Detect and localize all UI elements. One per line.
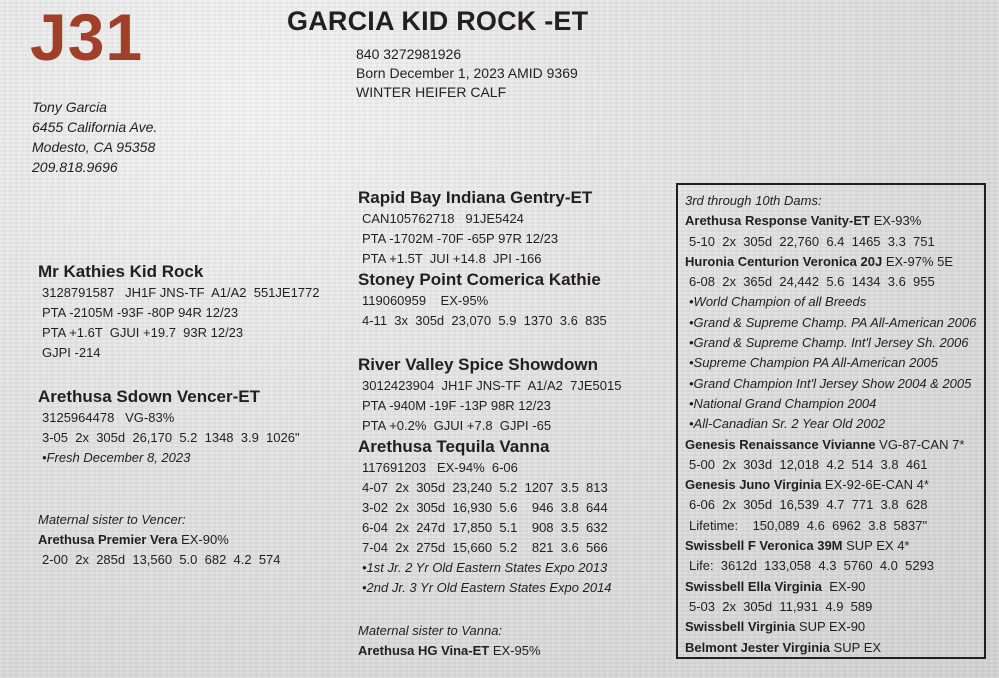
owner-street: 6455 California Ave.	[32, 119, 158, 135]
owner-name: Tony Garcia	[32, 99, 107, 115]
maternal-grandsire-name: River Valley Spice Showdown	[358, 355, 598, 374]
maternal-granddam-block	[358, 436, 612, 598]
dam-line: 3-05 2x 305d 26,170 5.2 1348 3.9 1026"	[42, 430, 300, 445]
maternal-granddam-line: 3-02 2x 305d 16,930 5.6 946 3.8 644	[362, 500, 608, 515]
paternal-grandsire-line: PTA -1702M -70F -65P 97R 12/23	[362, 231, 559, 246]
dam-ancestor-name: Belmont Jester Virginia	[685, 639, 830, 655]
maternal-granddam-name: Arethusa Tequila Vanna	[358, 437, 550, 456]
class-label: WINTER HEIFER CALF	[356, 84, 507, 100]
dam-ancestor	[685, 475, 984, 495]
dam-record-line: 6-06 2x 305d 16,539 4.7 771 3.8 628	[689, 497, 928, 513]
registration-info	[356, 45, 578, 102]
dams-box	[676, 183, 986, 659]
dam-ancestor	[685, 252, 984, 272]
sire-line: PTA -2105M -93F -80P 94R 12/23	[42, 305, 239, 320]
dam-record-line: 5-10 2x 305d 22,760 6.4 1465 3.3 751	[689, 233, 935, 249]
sister-name: Arethusa HG Vina-ET	[358, 643, 490, 658]
sister-label: Maternal sister to Vanna:	[358, 623, 503, 638]
maternal-granddam-line: 4-07 2x 305d 23,240 5.2 1207 3.5 813	[362, 480, 608, 495]
owner-city: Modesto, CA 95358	[32, 139, 156, 155]
dam-record-line: 6-08 2x 365d 24,442 5.6 1434 3.6 955	[689, 274, 935, 290]
maternal-granddam-note: •1st Jr. 2 Yr Old Eastern States Expo 2013	[362, 560, 608, 575]
dam-record-line: 5-00 2x 303d 12,018 4.2 514 3.8 461	[689, 456, 928, 472]
dam-record-line: Lifetime: 150,089 4.6 6962 3.8 5837"	[689, 517, 928, 533]
dam-note: •Fresh December 8, 2023	[42, 450, 191, 465]
dams-list	[685, 211, 984, 658]
dam-note: •Grand & Supreme Champ. Int'l Jersey Sh. 2006	[689, 335, 969, 351]
paternal-grandsire-line: PTA +1.5T JUI +14.8 JPI -166	[362, 251, 542, 266]
paternal-grandsire-name: Rapid Bay Indiana Gentry-ET	[358, 188, 593, 207]
paternal-grandsire-block	[358, 187, 592, 269]
sire-name: Mr Kathies Kid Rock	[38, 262, 204, 281]
maternal-granddam-line: 117691203 EX-94% 6-06	[362, 460, 518, 475]
paternal-granddam-line: 119060959 EX-95%	[362, 293, 489, 308]
animal-name: GARCIA KID ROCK -ET	[287, 6, 589, 36]
dam-ancestor-name: Huronia Centurion Veronica 20J	[685, 253, 883, 269]
dam-name: Arethusa Sdown Vencer-ET	[38, 387, 260, 406]
dam-ancestor-classification: SUP EX 4*	[842, 538, 910, 554]
dam-note: •National Grand Champion 2004	[689, 395, 877, 411]
dam-ancestor-classification: EX-97% 5E	[882, 253, 954, 269]
dam-ancestor-classification: EX-90	[822, 578, 866, 594]
dam-ancestor-classification: VG-87-CAN 7*	[875, 436, 965, 452]
dam-ancestor	[685, 617, 984, 637]
dam-ancestor-name: Genesis Juno Virginia	[685, 477, 822, 493]
dam-ancestor-classification: EX-92-6E-CAN 4*	[821, 477, 929, 493]
dam-ancestor-name: Swissbell F Veronica 39M	[685, 538, 843, 554]
dam-note: •Supreme Champion PA All-American 2005	[689, 355, 939, 371]
dams-box-title: 3rd through 10th Dams:	[685, 193, 822, 208]
owner-phone: 209.818.9696	[32, 159, 118, 175]
sister-label: Maternal sister to Vencer:	[38, 512, 186, 527]
paternal-granddam-line: 4-11 3x 305d 23,070 5.9 1370 3.6 835	[362, 313, 607, 328]
dam-ancestor-classification: SUP EX	[829, 639, 882, 655]
maternal-grandsire-line: PTA +0.2% GJUI +7.8 GJPI -65	[362, 418, 552, 433]
dam-note: •Grand Champion Int'l Jersey Show 2004 & 2005	[689, 375, 972, 391]
sire-block	[38, 261, 320, 363]
maternal-granddam-line: 6-04 2x 247d 17,850 5.1 908 3.5 632	[362, 520, 608, 535]
sire-line: 3128791587 JH1F JNS-TF A1/A2 551JE1772	[42, 285, 320, 300]
dam-ancestor-name: Arethusa Response Vanity-ET	[685, 213, 870, 229]
sister-classification: EX-90%	[177, 532, 229, 547]
dam-ancestor	[685, 536, 984, 556]
dam-ancestor-name: Swissbell Ella Virginia	[685, 578, 823, 594]
dam-ancestor	[685, 211, 984, 231]
sister-classification: EX-95%	[489, 643, 541, 658]
paternal-granddam-block	[358, 269, 607, 331]
maternal-grandsire-block	[358, 354, 621, 436]
dam-ancestor-classification: SUP EX-90	[795, 619, 866, 635]
dam-ancestor-classification: EX-93%	[869, 213, 922, 229]
maternal-granddam-note: •2nd Jr. 3 Yr Old Eastern States Expo 2014	[362, 580, 612, 595]
dam-line: 3125964478 VG-83%	[42, 410, 175, 425]
maternal-grandsire-line: PTA -940M -19F -13P 98R 12/23	[362, 398, 551, 413]
lot-number: J31	[30, 0, 144, 74]
birth-info: Born December 1, 2023 AMID 9369	[356, 65, 578, 81]
dam-note: •All-Canadian Sr. 2 Year Old 2002	[689, 416, 886, 432]
maternal-sister-vencer	[38, 510, 281, 570]
dam-ancestor	[685, 435, 984, 455]
dam-ancestor-name: Genesis Renaissance Vivianne	[685, 436, 876, 452]
owner-info	[32, 97, 157, 177]
sister-name: Arethusa Premier Vera	[38, 532, 178, 547]
paternal-grandsire-line: CAN105762718 91JE5424	[362, 211, 524, 226]
dam-ancestor	[685, 577, 984, 597]
maternal-granddam-line: 7-04 2x 275d 15,660 5.2 821 3.6 566	[362, 540, 608, 555]
maternal-grandsire-line: 3012423904 JH1F JNS-TF A1/A2 7JE5015	[362, 378, 622, 393]
registration-number: 840 3272981926	[356, 46, 462, 62]
maternal-sister-vanna	[358, 621, 541, 661]
sire-line: GJPI -214	[42, 345, 101, 360]
dam-ancestor-name: Swissbell Virginia	[685, 619, 796, 635]
dam-ancestor	[685, 638, 984, 658]
sister-record: 2-00 2x 285d 13,560 5.0 682 4.2 574	[42, 552, 281, 567]
sire-line: PTA +1.6T GJUI +19.7 93R 12/23	[42, 325, 244, 340]
dam-record-line: 5-03 2x 305d 11,931 4.9 589	[689, 598, 873, 614]
dam-note: •Grand & Supreme Champ. PA All-American 2006	[689, 314, 977, 330]
dam-record-line: Life: 3612d 133,058 4.3 5760 4.0 5293	[689, 558, 935, 574]
paternal-granddam-name: Stoney Point Comerica Kathie	[358, 270, 601, 289]
dam-block	[38, 386, 300, 468]
dam-note: •World Champion of all Breeds	[689, 294, 867, 310]
